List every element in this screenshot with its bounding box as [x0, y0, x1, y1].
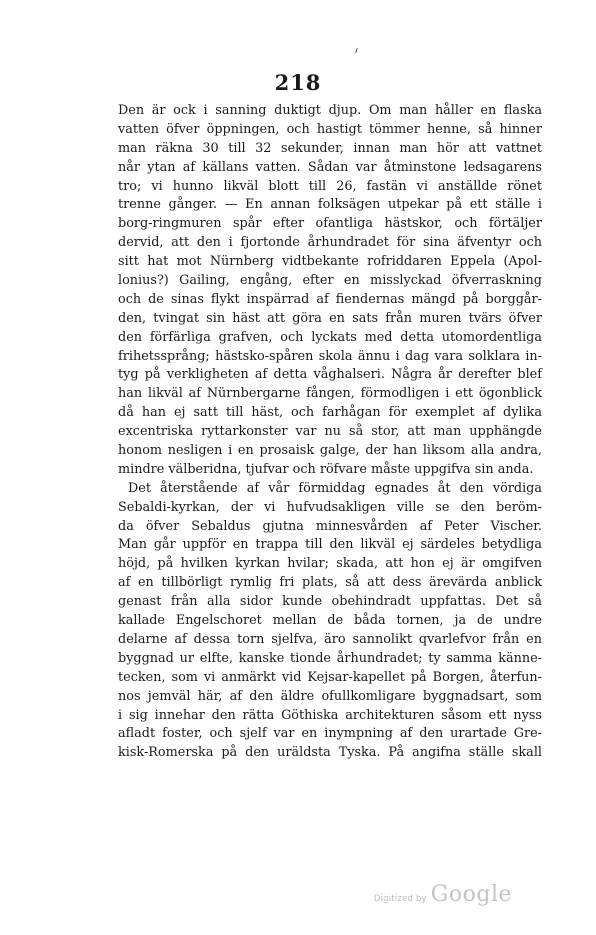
text-line: delarne af dessa torn sjelfva, äro sannolikt qvarlefvor från en	[118, 631, 542, 647]
text-line: kallade Engelschoret mellan de båda tornen, ja de undre	[118, 613, 542, 629]
text-line: han likväl af Nürnbergarne fången, förmodligen i ett ögonblick	[118, 386, 542, 402]
text-line: byggnad ur elfte, kanske tionde århundradet; ty samma känne-	[118, 650, 542, 666]
text-line: nos jemväl här, af den äldre ofullkomligare byggnadsart, som	[118, 688, 542, 704]
text-line: lonius?) Gailing, engång, efter en misslyckad öfverraskning	[118, 273, 542, 289]
digitized-by-watermark	[374, 882, 512, 907]
text-line: mindre välberidna, tjufvar och röfvare måste uppgifva sin anda.	[118, 461, 534, 477]
text-line: da öfver Sebaldus gjutna minnesvården af Peter Vischer.	[118, 518, 542, 534]
google-logo: Google	[430, 882, 512, 907]
text-line: tro; vi hunno likväl blott till 26, fastän vi anställde rönet	[118, 178, 542, 194]
text-line: och de sinas flykt inspärrad af fiendernas mängd på borggår-	[118, 291, 542, 307]
text-line: tyg på verkligheten af detta våghalseri. Några år derefter blef	[118, 367, 542, 383]
text-line: den, tvingat sin häst att göra en sats från muren tvärs öfver	[118, 310, 542, 326]
text-line: borg-ringmuren spår efter ofantliga hästskor, och förtäljer	[118, 216, 542, 232]
text-line: trenne gånger. — En annan folksägen utpekar på ett ställe i	[118, 197, 542, 213]
text-line: dervid, att den i fjortonde århundradet för sina äfventyr och	[118, 235, 542, 251]
digitized-label: Digitized by	[373, 894, 427, 904]
text-line: kisk-Romerska på den uräldsta Tyska. På angifna ställe skall	[118, 745, 542, 761]
page-number: 218	[274, 70, 322, 95]
text-line: genast från alla sidor kunde obehindradt uppfattas. Det så	[118, 594, 542, 610]
text-line: sitt hat mot Nürnberg vidtbekante rofriddaren Eppela (Apol-	[118, 254, 542, 270]
text-line: afladt foster, och sjelf var en inympning af den urartade Gre-	[118, 726, 542, 742]
text-line: man räkna 30 till 32 sekunder, innan man hör att vattnet	[118, 140, 542, 156]
text-line: höjd, på hvilken kyrkan hvilar; skada, att hon ej är omgifven	[118, 556, 542, 572]
text-line: tecken, som vi anmärkt vid Kejsar-kapellet på Borgen, återfun-	[118, 669, 542, 685]
text-line: Det återstående af vår förmiddag egnades åt den vördiga	[128, 480, 542, 496]
text-line: vatten öfver öppningen, och hastigt tömmer henne, så hinner	[118, 121, 542, 137]
text-line: den förfärliga grafven, och lyckats med detta utomordentliga	[118, 329, 542, 345]
text-line: Den är ock i sanning duktigt djup. Om man håller en flaska	[118, 103, 542, 118]
text-line: når ytan af källans vatten. Sådan var åtminstone ledsagarens	[118, 159, 542, 175]
body-text	[118, 102, 542, 763]
text-line: honom nesligen i en prosaisk galge, der han liksom alla andra,	[118, 443, 542, 459]
printer-mark	[355, 48, 358, 53]
text-line: frihetssprång; hästsko-spåren skola ännu i dag vara solklara in-	[118, 348, 542, 364]
text-line: af en tillbörligt rymlig fri plats, så att dess ärevärda anblick	[118, 575, 542, 591]
text-line: Man går uppför en trappa till den likväl ej särdeles betydliga	[118, 537, 542, 553]
text-line: excentriska ryttarkonster var nu så stor, att man upphängde	[118, 424, 542, 440]
text-line: då han ej satt till häst, och farhågan för exemplet af dylika	[118, 405, 542, 421]
text-line: i sig innehar den rätta Göthiska architekturen såsom ett nyss	[118, 707, 542, 723]
text-line: Sebaldi-kyrkan, der vi hufvudsakligen ville se den beröm-	[118, 499, 542, 515]
